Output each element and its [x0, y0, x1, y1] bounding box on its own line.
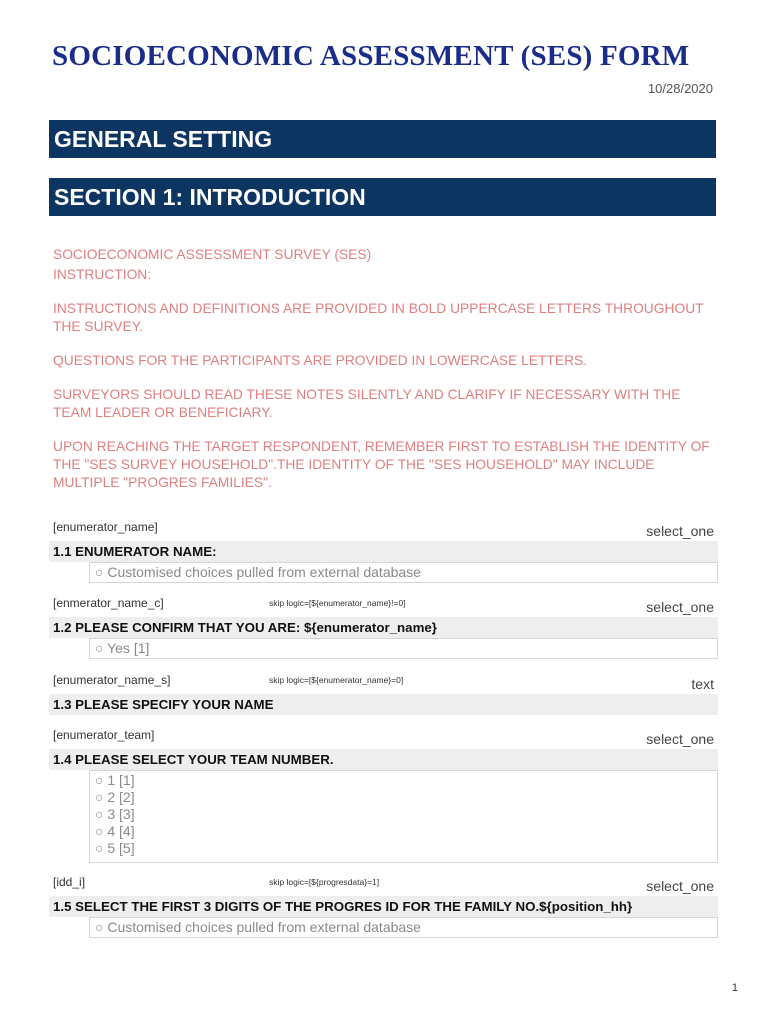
choice-option[interactable]: ○ 3 [3]: [95, 806, 135, 822]
section-1-banner: SECTION 1: INTRODUCTION: [49, 178, 716, 216]
page-number: 1: [731, 982, 738, 994]
question-label: 1.1 ENUMERATOR NAME:: [49, 541, 718, 562]
question-label: 1.4 PLEASE SELECT YOUR TEAM NUMBER.: [49, 749, 718, 770]
intro-paragraph: INSTRUCTIONS AND DEFINITIONS ARE PROVIDED IN BOLD UPPERCASE LETTERS THROUGHOUT THE SURVEY.: [53, 301, 704, 334]
variable-name: [enumerator_name]: [53, 520, 158, 534]
question-1-5: [49, 875, 718, 938]
question-1-4: [49, 728, 718, 863]
intro-paragraph: UPON REACHING THE TARGET RESPONDENT, REMEMBER FIRST TO ESTABLISH THE IDENTITY OF THE "SES SURVEY HOUSEHOLD".THE IDENTITY OF THE "SES HOUSEHOLD" MAY INCLUDE MULTIPLE "PROGRES FAMILIES".: [53, 439, 710, 490]
question-label: 1.2 PLEASE CONFIRM THAT YOU ARE: ${enumerator_name}: [49, 617, 718, 638]
intro-survey-name: SOCIOECONOMIC ASSESSMENT SURVEY (SES): [53, 247, 372, 262]
variable-name: [enumerator_team]: [53, 728, 155, 742]
choice-list: [89, 770, 718, 863]
choice-option[interactable]: ○ 5 [5]: [95, 840, 135, 856]
variable-name: [enumerator_name_s]: [53, 673, 171, 687]
question-label: 1.3 PLEASE SPECIFY YOUR NAME: [49, 694, 718, 715]
question-type: select_one: [646, 523, 714, 539]
question-type: select_one: [646, 731, 714, 747]
intro-notes: [53, 246, 718, 492]
skip-logic: skip logic=[${progresdata}=1]: [269, 877, 380, 887]
intro-paragraph: SURVEYORS SHOULD READ THESE NOTES SILENTLY AND CLARIFY IF NECESSARY WITH THE TEAM LEADER OR BENEFICIARY.: [53, 387, 681, 420]
choice-option[interactable]: ○ 2 [2]: [95, 789, 135, 805]
skip-logic: skip logic=[${enumerator_name}=0]: [269, 675, 404, 685]
choice-list: [89, 638, 718, 659]
intro-instruction-heading: INSTRUCTION:: [53, 267, 152, 282]
variable-name: [enmerator_name_c]: [53, 596, 164, 610]
question-1-2: [49, 596, 718, 659]
choice-option[interactable]: ○ Yes [1]: [95, 640, 150, 656]
choice-option[interactable]: ○ Customised choices pulled from external database: [95, 919, 421, 935]
choice-option[interactable]: ○ 1 [1]: [95, 772, 135, 788]
question-meta: [49, 673, 718, 691]
choice-list: [89, 562, 718, 583]
question-meta: [49, 728, 718, 746]
question-meta: [49, 596, 718, 614]
question-type: select_one: [646, 599, 714, 615]
choice-list: [89, 917, 718, 938]
question-meta: [49, 520, 718, 538]
question-type: select_one: [646, 878, 714, 894]
intro-paragraph: QUESTIONS FOR THE PARTICIPANTS ARE PROVIDED IN LOWERCASE LETTERS.: [53, 353, 588, 368]
question-1-1: [49, 520, 718, 583]
general-setting-banner: GENERAL SETTING: [49, 120, 716, 158]
question-meta: [49, 875, 718, 893]
question-label: 1.5 SELECT THE FIRST 3 DIGITS OF THE PROGRES ID FOR THE FAMILY NO.${position_hh}: [49, 896, 718, 917]
choice-option[interactable]: ○ Customised choices pulled from external database: [95, 564, 421, 580]
choice-option[interactable]: ○ 4 [4]: [95, 823, 135, 839]
variable-name: [idd_i]: [53, 875, 86, 889]
question-1-3: [49, 673, 718, 715]
question-type: text: [691, 676, 714, 692]
form-date: 10/28/2020: [647, 81, 713, 96]
skip-logic: skip logic=[${enumerator_name}!=0]: [269, 598, 406, 608]
form-title: SOCIOECONOMIC ASSESSMENT (SES) FORM: [52, 40, 690, 72]
